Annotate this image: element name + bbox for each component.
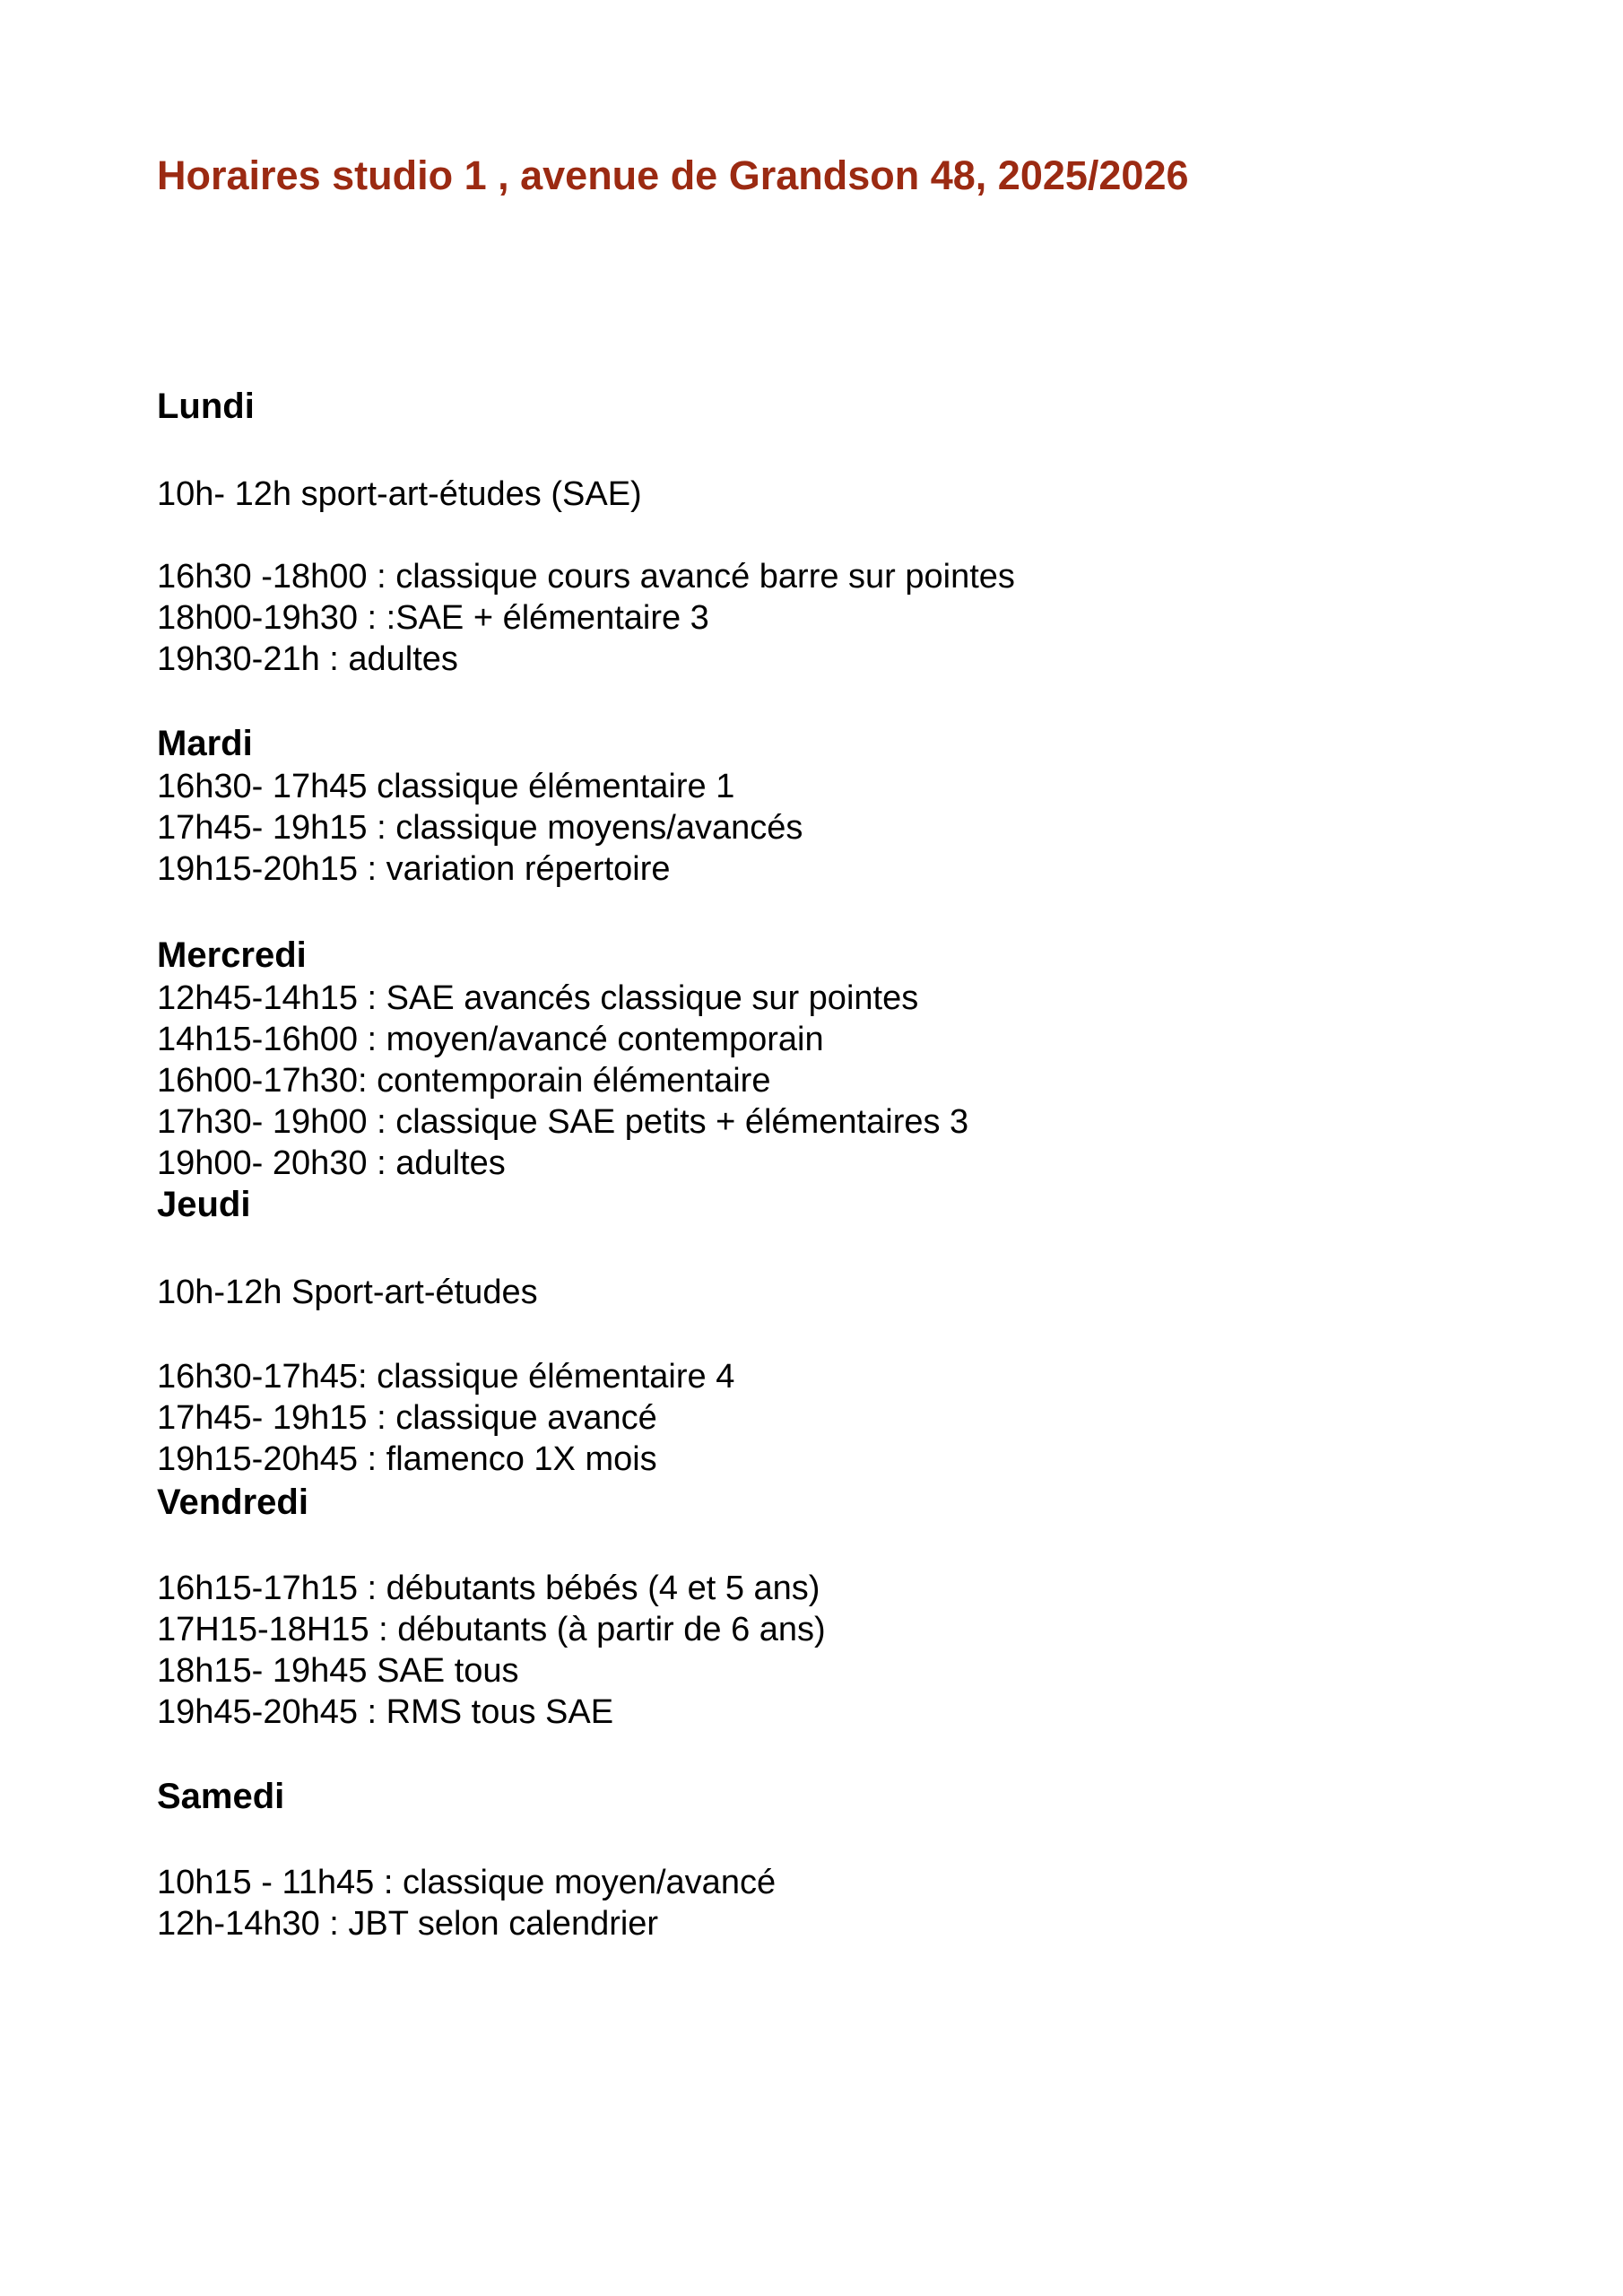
schedule-line: 19h15-20h45 : flamenco 1X mois xyxy=(157,1440,657,1478)
schedule-line: 14h15-16h00 : moyen/avancé contemporain xyxy=(157,1021,824,1058)
schedule-line: 19h00- 20h30 : adultes xyxy=(157,1144,506,1182)
schedule-line: 12h45-14h15 : SAE avancés classique sur pointes xyxy=(157,979,919,1017)
schedule-line: 10h- 12h sport-art-études (SAE) xyxy=(157,475,642,513)
schedule-line: 17h30- 19h00 : classique SAE petits + élémentaires 3 xyxy=(157,1103,969,1141)
day-heading-lundi: Lundi xyxy=(157,387,255,426)
schedule-line: 16h30-17h45: classique élémentaire 4 xyxy=(157,1358,735,1396)
page-title: Horaires studio 1 , avenue de Grandson 48, 2025/2026 xyxy=(157,152,1189,198)
day-heading-mercredi: Mercredi xyxy=(157,935,307,975)
day-heading-jeudi: Jeudi xyxy=(157,1185,251,1224)
schedule-line: 10h15 - 11h45 : classique moyen/avancé xyxy=(157,1864,777,1901)
schedule-line: 18h15- 19h45 SAE tous xyxy=(157,1652,519,1690)
day-heading-vendredi: Vendredi xyxy=(157,1483,308,1522)
day-heading-mardi: Mardi xyxy=(157,724,253,763)
schedule-line: 17h45- 19h15 : classique moyens/avancés xyxy=(157,809,803,847)
day-heading-samedi: Samedi xyxy=(157,1777,285,1816)
schedule-line: 16h15-17h15 : débutants bébés (4 et 5 ans) xyxy=(157,1570,820,1607)
schedule-line: 17h45- 19h15 : classique avancé xyxy=(157,1399,657,1437)
schedule-line: 16h30 -18h00 : classique cours avancé barre sur pointes xyxy=(157,558,1015,596)
schedule-line: 19h15-20h15 : variation répertoire xyxy=(157,850,671,888)
schedule-line: 16h00-17h30: contemporain élémentaire xyxy=(157,1062,771,1100)
schedule-line: 10h-12h Sport-art-études xyxy=(157,1274,538,1311)
schedule-line: 19h45-20h45 : RMS tous SAE xyxy=(157,1693,614,1731)
schedule-line: 12h-14h30 : JBT selon calendrier xyxy=(157,1905,659,1943)
schedule-line: 19h30-21h : adultes xyxy=(157,640,458,678)
schedule-line: 16h30- 17h45 classique élémentaire 1 xyxy=(157,768,735,805)
schedule-line: 17H15-18H15 : débutants (à partir de 6 ans) xyxy=(157,1611,826,1648)
schedule-line: 18h00-19h30 : :SAE + élémentaire 3 xyxy=(157,599,709,637)
